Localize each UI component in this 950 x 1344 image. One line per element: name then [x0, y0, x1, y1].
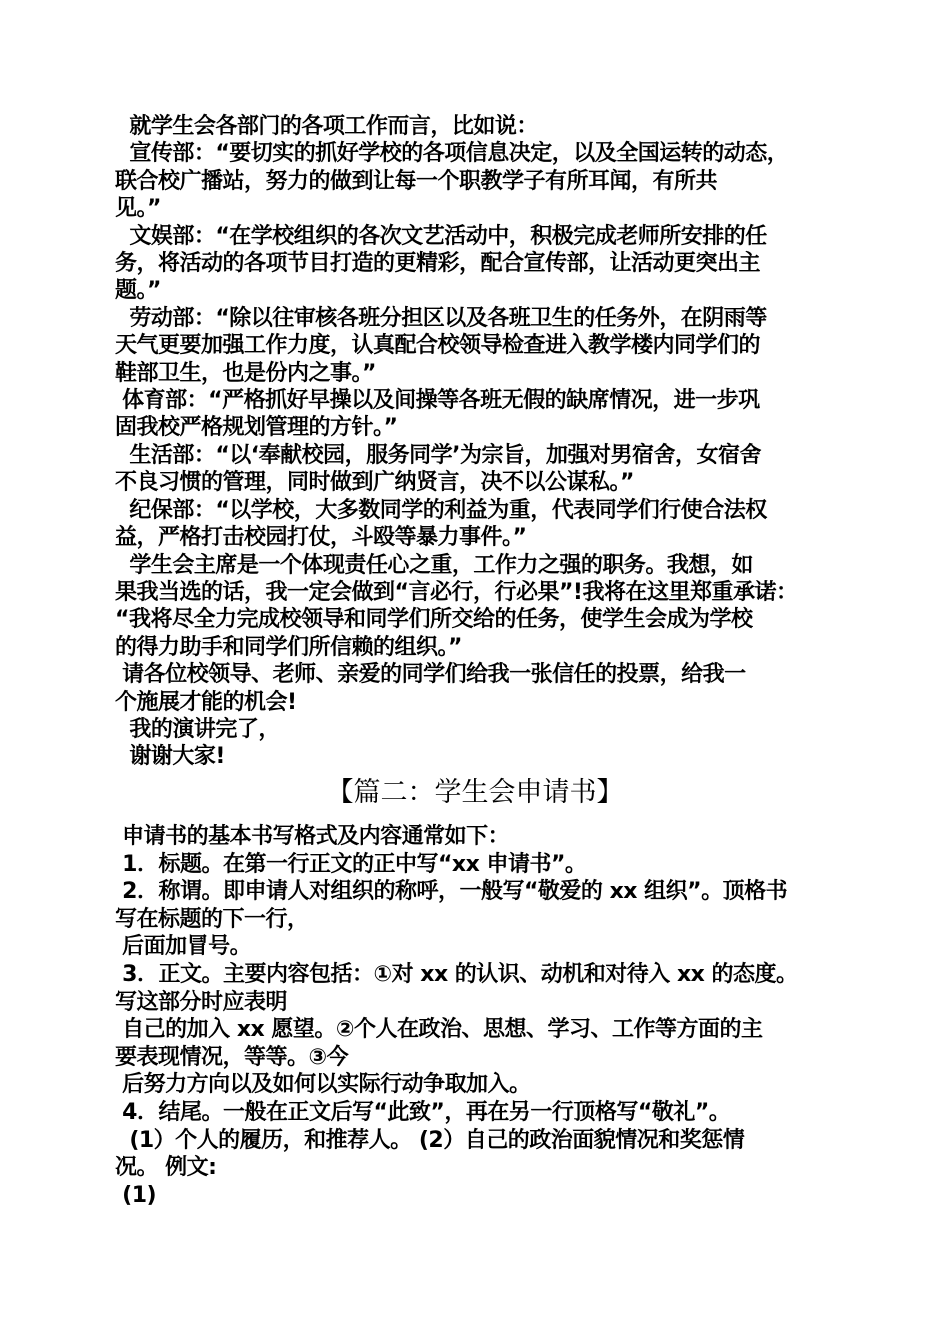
text-line: 3．正文。主要内容包括：①对 xx 的认识、动机和对待入 xx 的态度。: [115, 961, 798, 987]
text-line: (1）个人的履历，和推荐人。 (2）自己的政治面貌情况和奖惩情: [115, 1127, 745, 1153]
text-line: 纪保部：“以学校，大多数同学的利益为重，代表同学们行使合法权: [115, 497, 767, 523]
text-line: 天气更要加强工作力度，认真配合校领导检查进入教学楼内同学们的: [115, 333, 761, 359]
text-line: 鞋部卫生，也是份内之事。”: [115, 360, 376, 386]
text-line: 文娱部：“在学校组织的各次文艺活动中，积极完成老师所安排的任: [115, 223, 767, 249]
text-line: 谢谢大家!: [115, 744, 225, 770]
text-line: 体育部：“严格抓好早操以及间操等各班无假的缺席情况，进一步巩: [115, 388, 760, 414]
text-line: 的得力助手和同学们所信赖的组织。”: [115, 634, 462, 660]
text-line: “我将尽全力完成校领导和同学们所交给的任务，使学生会成为学校: [115, 607, 753, 633]
text-line: 就学生会各部门的各项工作而言，比如说：: [115, 114, 538, 139]
text-line: 自己的加入 xx 愿望。②个人在政治、思想、学习、工作等方面的主: [115, 1017, 763, 1043]
text-line: 题。”: [115, 278, 161, 304]
text-line: 劳动部：“除以往审核各班分担区以及各班卫生的任务外，在阴雨等: [115, 305, 767, 331]
text-line: 后面加冒号。: [115, 934, 252, 960]
text-line: 2．称谓。即申请人对组织的称呼，一般写“敬爱的 xx 组织”。顶格书: [115, 879, 788, 905]
text-line: 个施展才能的机会!: [115, 689, 297, 715]
section-title: 【篇二：学生会申请书】: [326, 777, 624, 808]
text-line: 生活部：“以‘奉献校园，服务同学’为宗旨，加强对男宿舍，女宿舍: [115, 442, 761, 468]
text-line: (1): [115, 1182, 157, 1208]
text-line: 我的演讲完了，: [115, 716, 280, 742]
text-line: 学生会主席是一个体现责任心之重，工作力之强的职务。我想，如: [115, 552, 753, 578]
text-line: 联合校广播站，努力的做到让每一个职教学子有所耳闻，有所共: [115, 168, 718, 194]
text-line: 不良习惯的管理，同时做到广纳贤言，决不以公谋私。”: [115, 470, 634, 496]
text-line: 况。 例文:: [115, 1155, 217, 1181]
text-line: 后努力方向以及如何以实际行动争取加入。: [115, 1072, 531, 1098]
text-line: 申请书的基本书写格式及内容通常如下：: [115, 824, 510, 849]
text-line: 写这部分时应表明: [115, 989, 288, 1015]
text-line: 固我校严格规划管理的方针。”: [115, 415, 398, 441]
text-line: 果我当选的话，我一定会做到“言必行，行必果”!我将在这里郑重承诺：: [115, 579, 798, 605]
text-line: 4．结尾。一般在正文后写“此致”，再在另一行顶格写“敬礼”。: [115, 1099, 731, 1125]
text-line: 写在标题的下一行，: [115, 906, 309, 932]
text-line: 益，严格打击校园打仗，斗殴等暴力事件。”: [115, 525, 527, 551]
speech-body: [115, 113, 840, 771]
application-format-body: [115, 823, 840, 1209]
text-line: 宣传部：“要切实的抓好学校的各项信息决定，以及全国运转的动态，: [115, 141, 789, 167]
text-line: 见。”: [115, 196, 161, 222]
text-line: 要表现情况，等等。③今: [115, 1044, 349, 1070]
text-line: 务，将活动的各项节目打造的更精彩，配合宣传部，让活动更突出主: [115, 251, 761, 277]
text-line: 请各位校领导、老师、亲爱的同学们给我一张信任的投票，给我一: [115, 662, 746, 688]
text-line: 1．标题。在第一行正文的正中写“xx 申请书”。: [115, 851, 587, 877]
